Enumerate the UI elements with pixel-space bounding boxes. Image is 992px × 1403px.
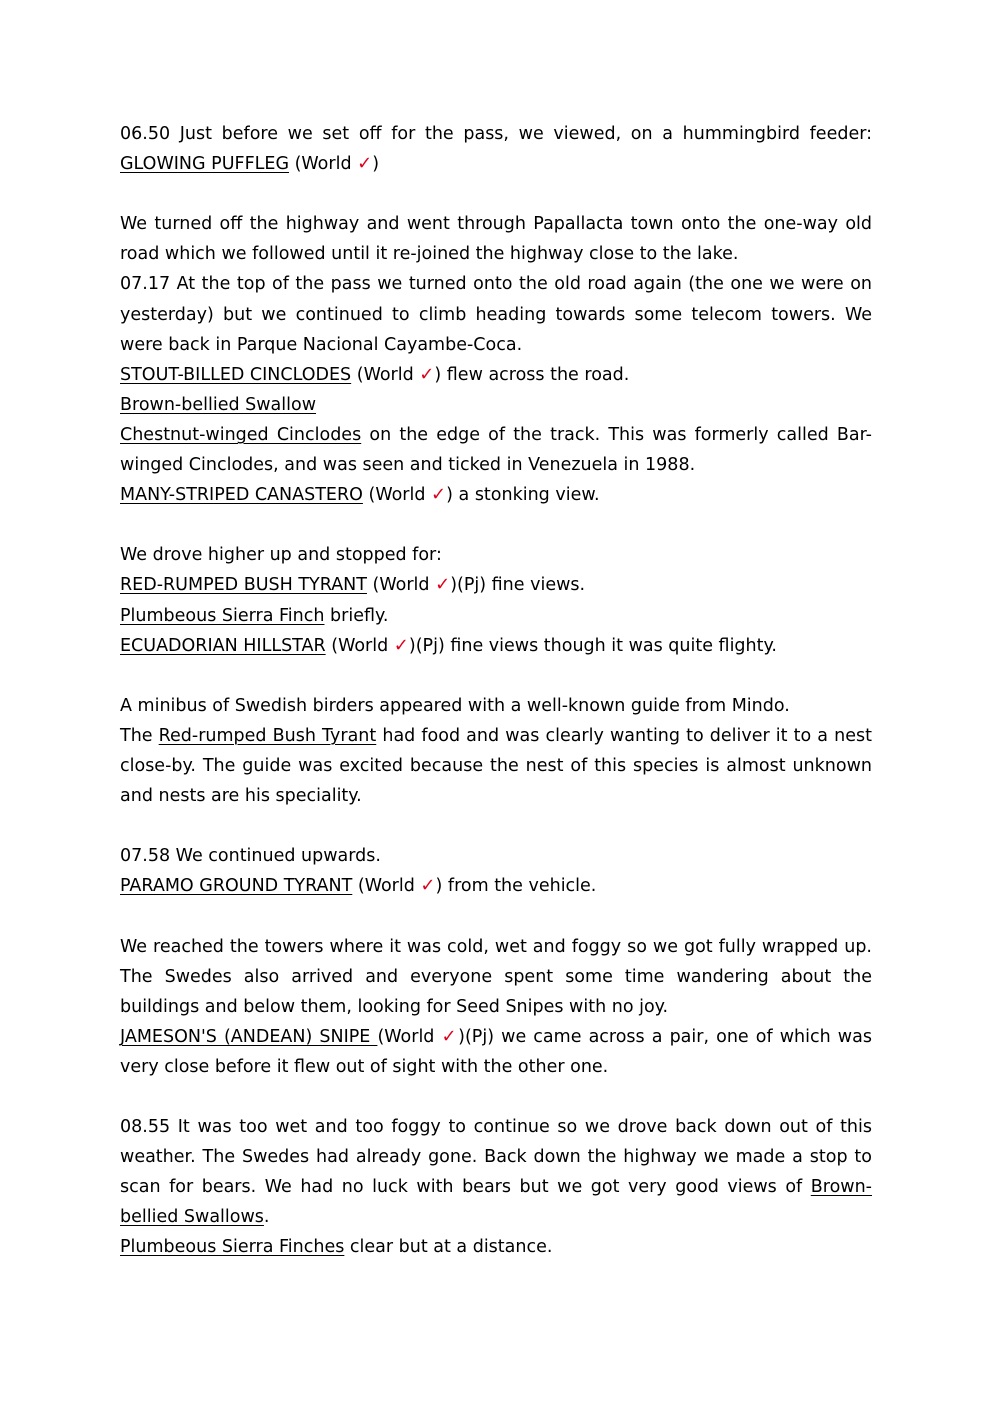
entry-0758: 07.58 We continued upwards. [120, 846, 381, 867]
sighting-chestnut-winged-cinclodes: Chestnut-winged Cinclodes on the edge of the track. This was formerly called Bar-winged Cinclodes, and was seen and ticked in Venezuela in 1988. [120, 424, 872, 476]
papallacta-paragraph: We turned off the highway and went through Papallacta town onto the one-way old road which we followed until it re-joined the highway close to the lake. [120, 214, 872, 265]
sighting-many-striped-canastero: MANY-STRIPED CANASTERO (World ✓) a stonking view. [120, 484, 600, 506]
sighting-red-rumped-bush-tyrant: RED-RUMPED BUSH TYRANT (World ✓)(Pj) fine views. [120, 574, 586, 596]
check-icon: ✓ [357, 153, 373, 175]
sighting-jamesons-snipe: JAMESON'S (ANDEAN) SNIPE (World ✓)(Pj) we came across a pair, one of which was very close before it flew out of sight with the other one. [120, 1025, 872, 1077]
sighting-plumbeous-sierra-finches: Plumbeous Sierra Finches clear but at a distance. [120, 1237, 553, 1258]
towers-paragraph: We reached the towers where it was cold, wet and foggy so we got fully wrapped up. The Swedes also arrived and everyone spent some time wandering about the buildings and below them, looking for Seed Snipes with no joy. [120, 936, 872, 1017]
species-name: JAMESON'S (ANDEAN) SNIPE [120, 1026, 378, 1047]
sighting-paramo-ground-tyrant: PARAMO GROUND TYRANT (World ✓) from the vehicle. [120, 875, 597, 897]
species-name: ECUADORIAN HILLSTAR [120, 635, 326, 656]
entry-text: 06.50 Just before we set off for the pass, we viewed, on a hummingbird feeder: [120, 124, 872, 144]
drove-higher-intro: We drove higher up and stopped for: [120, 545, 442, 566]
check-icon: ✓ [393, 634, 409, 656]
entry-0717: 07.17 At the top of the pass we turned onto the old road again (the one we were on yesterday) but we continued to climb heading towards some telecom towers. We were back in Parque Nacional Cayambe-Coca. [120, 274, 872, 355]
species-name: PARAMO GROUND TYRANT [120, 876, 353, 897]
check-icon: ✓ [419, 363, 435, 385]
entry-0855: 08.55 It was too wet and too foggy to continue so we drove back down out of this weather. The Swedes had already gone. Back down the highway we made a stop to scan for bears. We had no luck with bears but we got very good views of Brown-bellied Swallows. [120, 1117, 872, 1228]
species-name: Brown-bellied Swallow [120, 394, 317, 415]
species-name: Brown-bellied Swallows [120, 1177, 872, 1228]
species-name: Red-rumped Bush Tyrant [158, 725, 377, 746]
entry-0650: 06.50 Just before we set off for the pass, we viewed, on a hummingbird feeder: GLOWING PUFFLEG (World ✓) [120, 124, 872, 175]
species-glowing-puffleg: GLOWING PUFFLEG [120, 154, 290, 175]
nest-paragraph: The Red-rumped Bush Tyrant had food and was clearly wanting to deliver it to a nest close-by. The guide was excited because the nest of this species is almost unknown and nests are his speciality. [120, 725, 872, 807]
species-name: MANY-STRIPED CANASTERO [120, 485, 363, 506]
sighting-brown-bellied-swallow [120, 390, 872, 420]
sighting-stout-billed-cinclodes: STOUT-BILLED CINCLODES (World ✓) flew across the road. [120, 363, 630, 385]
species-name: Plumbeous Sierra Finches [120, 1237, 345, 1258]
species-name: STOUT-BILLED CINCLODES [120, 364, 352, 385]
species-name: Chestnut-winged Cinclodes [120, 424, 362, 445]
document-page [120, 119, 872, 1263]
check-icon: ✓ [441, 1025, 459, 1047]
sighting-plumbeous-sierra-finch: Plumbeous Sierra Finch briefly. [120, 605, 389, 626]
swedish-birders-paragraph: A minibus of Swedish birders appeared with a well-known guide from Mindo. [120, 695, 790, 716]
species-name: RED-RUMPED BUSH TYRANT [120, 575, 367, 596]
species-name: Plumbeous Sierra Finch [120, 605, 325, 626]
check-icon: ✓ [420, 875, 436, 897]
check-icon: ✓ [435, 574, 451, 596]
check-icon: ✓ [431, 484, 447, 506]
sighting-ecuadorian-hillstar: ECUADORIAN HILLSTAR (World ✓)(Pj) fine views though it was quite flighty. [120, 634, 777, 656]
